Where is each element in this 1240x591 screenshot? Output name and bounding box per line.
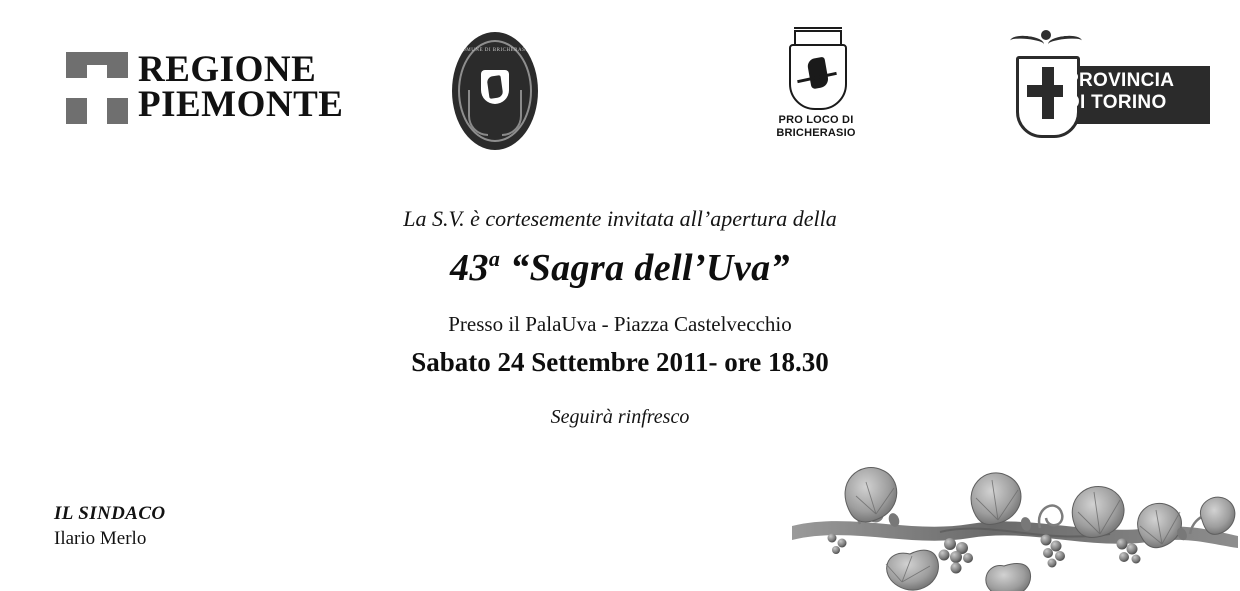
shield-icon [789, 44, 847, 110]
invitation-date: Sabato 24 Settembre 2011- ore 18.30 [411, 347, 829, 377]
invitation-title-number: 43 [450, 247, 489, 289]
invitation-title-ordinal: a [488, 246, 501, 271]
provincia-line2: DI TORINO [1066, 91, 1167, 113]
pro-loco-line2: BRICHERASIO [776, 126, 856, 139]
seal-lion-icon [487, 75, 504, 99]
regione-piemonte-wordmark [138, 49, 344, 125]
signature-name: Ilario Merlo [54, 528, 147, 549]
signature-block [54, 503, 166, 550]
invitation-title-name: “Sagra dell’Uva” [510, 247, 790, 289]
invitation-note: Seguirà rinfresco [550, 406, 690, 428]
invitation-intro: La S.V. è cortesemente invitata all’apertura della [403, 206, 837, 231]
provincia-line1: PROVINCIA [1066, 70, 1175, 91]
regione-piemonte-line1: REGIONE [138, 49, 317, 91]
pro-loco-crest-icon [785, 30, 847, 108]
laurel-icon [1008, 30, 1084, 52]
grapevine-branch-photo [790, 416, 1240, 591]
regione-piemonte-line2: PIEMONTE [138, 84, 344, 125]
pro-loco-bricherasio-logo [736, 30, 896, 139]
invitation-body [0, 206, 1240, 429]
pro-loco-wordmark [736, 114, 896, 139]
invitation-venue: Presso il PalaUva - Piazza Castelvecchio [448, 312, 792, 336]
logo-row [0, 0, 1240, 160]
provincia-wordmark [1066, 70, 1210, 114]
regione-piemonte-logo [66, 49, 344, 125]
invitation-title [0, 246, 1240, 290]
regione-piemonte-cross-icon [66, 52, 128, 124]
comune-seal-logo [452, 32, 538, 150]
crown-icon [794, 30, 842, 44]
pro-loco-line1: PRO LOCO DI [778, 114, 854, 126]
signature-role: IL SINDACO [54, 503, 166, 524]
seal-micro-text: COMUNE DI BRICHERASIO [458, 48, 532, 53]
